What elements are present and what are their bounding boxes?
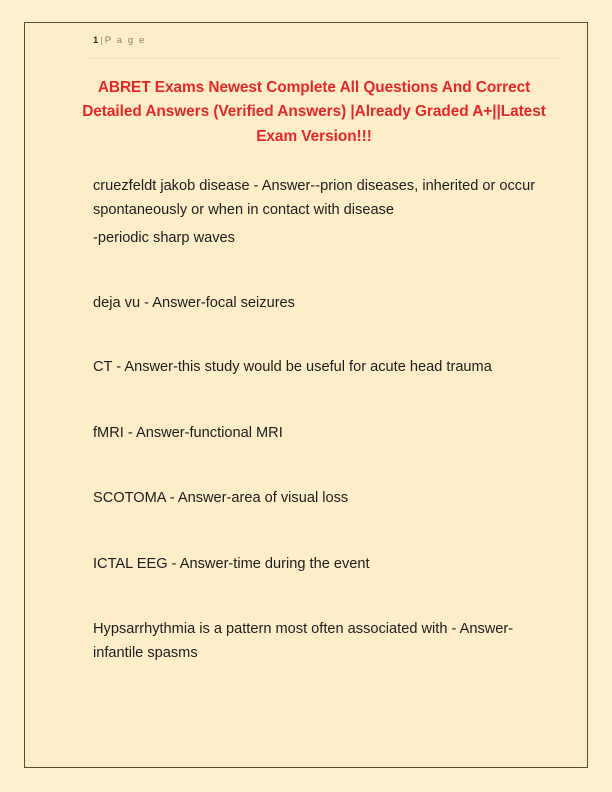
qa-list xyxy=(69,175,559,665)
page-content xyxy=(69,33,559,759)
qa-item-scotoma: SCOTOMA - Answer-area of visual loss xyxy=(93,490,349,507)
qa-item-hypsarrhythmia: Hypsarrhythmia is a pattern most often associated with - Answer-infantile spasms xyxy=(93,621,514,661)
page-number: 1 xyxy=(93,35,99,46)
qa-item-cruezfeldt-jakob-disease: cruezfeldt jakob disease - Answer--prion diseases, inherited or occur spontaneously or when in contact with disease xyxy=(93,178,536,218)
page-word-label: P a g e xyxy=(104,35,146,46)
qa-item-ct: CT - Answer-this study would be useful for acute head trauma xyxy=(93,359,492,376)
page-border-frame xyxy=(24,22,588,768)
qa-item-deja-vu: deja vu - Answer-focal seizures xyxy=(93,294,295,311)
running-header xyxy=(69,33,559,63)
qa-item-periodic-sharp-waves: -periodic sharp waves xyxy=(93,230,235,247)
page-number-separator: | xyxy=(100,35,103,46)
page-number-label xyxy=(93,35,146,46)
page-title: ABRET Exams Newest Complete All Questions And Correct Detailed Answers (Verified Answers) |Already Graded A+||Latest Exam Version!!! xyxy=(82,79,546,145)
header-divider xyxy=(85,58,559,59)
qa-item-fmri: fMRI - Answer-functional MRI xyxy=(93,424,283,441)
qa-item-ictal-eeg: ICTAL EEG - Answer-time during the event xyxy=(93,555,370,572)
